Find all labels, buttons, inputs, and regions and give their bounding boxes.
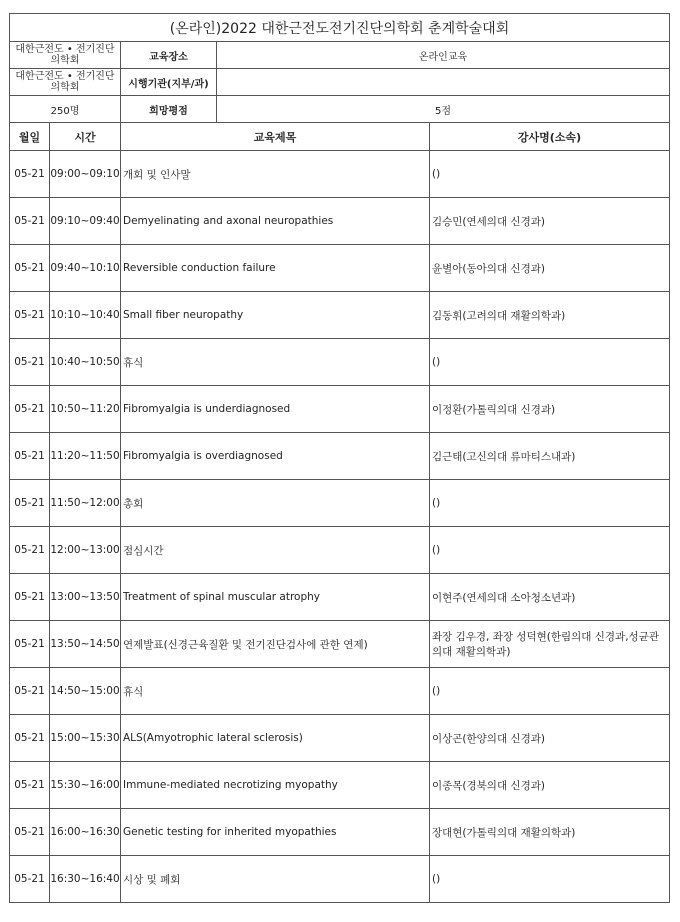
table-row — [10, 386, 670, 433]
table-row — [10, 480, 670, 527]
row-subject: Treatment of spinal muscular atrophy — [121, 574, 430, 621]
row-lecturer: 장대현(가톨릭의대 재활의학과) — [430, 809, 670, 856]
table-row — [10, 762, 670, 809]
row-time: 09:40~10:10 — [50, 245, 121, 292]
row-date: 05-21 — [10, 856, 50, 903]
row-subject: 총회 — [121, 480, 430, 527]
row-lecturer: () — [430, 668, 670, 715]
row-lecturer: () — [430, 480, 670, 527]
table-row — [10, 809, 670, 856]
row-date: 05-21 — [10, 480, 50, 527]
row-time: 16:00~16:30 — [50, 809, 121, 856]
row-subject: 휴식 — [121, 339, 430, 386]
row-subject: Demyelinating and axonal neuropathies — [121, 198, 430, 245]
row-lecturer: 이현주(연세의대 소아청소년과) — [430, 574, 670, 621]
row-lecturer: 김동휘(고려의대 재활의학과) — [430, 292, 670, 339]
branch-label: 시행기관(지부/과) — [121, 69, 217, 96]
row-lecturer: 윤별아(동아의대 신경과) — [430, 245, 670, 292]
col-time-header: 시간 — [50, 123, 121, 151]
header-table — [9, 13, 670, 123]
row-subject: Small fiber neuropathy — [121, 292, 430, 339]
col-lecturer-header: 강사명(소속) — [430, 123, 670, 151]
row-time: 16:30~16:40 — [50, 856, 121, 903]
row-time: 13:50~14:50 — [50, 621, 121, 668]
row-subject: ALS(Amyotrophic lateral sclerosis) — [121, 715, 430, 762]
row-time: 09:00~09:10 — [50, 151, 121, 198]
capacity-value: 250명 — [10, 96, 121, 123]
row-lecturer: () — [430, 151, 670, 198]
row-date: 05-21 — [10, 198, 50, 245]
table-row — [10, 715, 670, 762]
table-row — [10, 151, 670, 198]
venue-label: 교육장소 — [121, 42, 217, 69]
row-date: 05-21 — [10, 809, 50, 856]
row-subject: 개회 및 인사말 — [121, 151, 430, 198]
table-row — [10, 292, 670, 339]
score-label: 희망평점 — [121, 96, 217, 123]
table-row — [10, 198, 670, 245]
row-time: 12:00~13:00 — [50, 527, 121, 574]
row-date: 05-21 — [10, 245, 50, 292]
row-date: 05-21 — [10, 762, 50, 809]
row-subject: Reversible conduction failure — [121, 245, 430, 292]
row-date: 05-21 — [10, 339, 50, 386]
row-subject: Immune-mediated necrotizing myopathy — [121, 762, 430, 809]
col-subject-header: 교육제목 — [121, 123, 430, 151]
row-lecturer: 이종목(경북의대 신경과) — [430, 762, 670, 809]
row-subject: 연제발표(신경근육질환 및 전기진단검사에 관한 연제) — [121, 621, 430, 668]
row-lecturer: () — [430, 856, 670, 903]
row-lecturer: () — [430, 527, 670, 574]
row-date: 05-21 — [10, 433, 50, 480]
table-row — [10, 339, 670, 386]
row-time: 15:00~15:30 — [50, 715, 121, 762]
org-name-1: 대한근전도 • 전기진단 의학회 — [10, 42, 121, 69]
row-date: 05-21 — [10, 715, 50, 762]
table-row — [10, 574, 670, 621]
row-date: 05-21 — [10, 292, 50, 339]
row-date: 05-21 — [10, 668, 50, 715]
row-date: 05-21 — [10, 386, 50, 433]
row-date: 05-21 — [10, 621, 50, 668]
row-subject: Fibromyalgia is underdiagnosed — [121, 386, 430, 433]
row-time: 11:20~11:50 — [50, 433, 121, 480]
page-title: (온라인)2022 대한근전도전기진단의학회 춘계학술대회 — [10, 14, 670, 42]
table-row — [10, 668, 670, 715]
row-time: 10:10~10:40 — [50, 292, 121, 339]
row-lecturer: 좌장 김우경, 좌장 성덕현(한림의대 신경과,성균관의대 재활의학과) — [430, 621, 670, 668]
row-lecturer: 이정환(가톨릭의대 신경과) — [430, 386, 670, 433]
row-time: 10:40~10:50 — [50, 339, 121, 386]
table-row — [10, 856, 670, 903]
row-time: 13:00~13:50 — [50, 574, 121, 621]
row-time: 14:50~15:00 — [50, 668, 121, 715]
score-value: 5점 — [217, 96, 670, 123]
row-subject: Fibromyalgia is overdiagnosed — [121, 433, 430, 480]
row-time: 11:50~12:00 — [50, 480, 121, 527]
row-lecturer: 김근태(고신의대 류마티스내과) — [430, 433, 670, 480]
row-time: 15:30~16:00 — [50, 762, 121, 809]
table-row — [10, 527, 670, 574]
row-date: 05-21 — [10, 574, 50, 621]
program-rows — [10, 151, 670, 903]
row-subject: 점심시간 — [121, 527, 430, 574]
col-date-header: 월일 — [10, 123, 50, 151]
row-time: 09:10~09:40 — [50, 198, 121, 245]
table-row — [10, 621, 670, 668]
branch-value — [217, 69, 670, 96]
row-lecturer: 이상곤(한양의대 신경과) — [430, 715, 670, 762]
header-block — [9, 13, 669, 903]
table-row — [10, 433, 670, 480]
row-subject: 휴식 — [121, 668, 430, 715]
row-subject: 시상 및 폐회 — [121, 856, 430, 903]
program-table — [9, 122, 670, 903]
venue-value: 온라인교육 — [217, 42, 670, 69]
row-time: 10:50~11:20 — [50, 386, 121, 433]
row-lecturer: 김승민(연세의대 신경과) — [430, 198, 670, 245]
table-row — [10, 245, 670, 292]
row-lecturer: () — [430, 339, 670, 386]
row-subject: Genetic testing for inherited myopathies — [121, 809, 430, 856]
org-name-2: 대한근전도 • 전기진단 의학회 — [10, 69, 121, 96]
row-date: 05-21 — [10, 527, 50, 574]
row-date: 05-21 — [10, 151, 50, 198]
